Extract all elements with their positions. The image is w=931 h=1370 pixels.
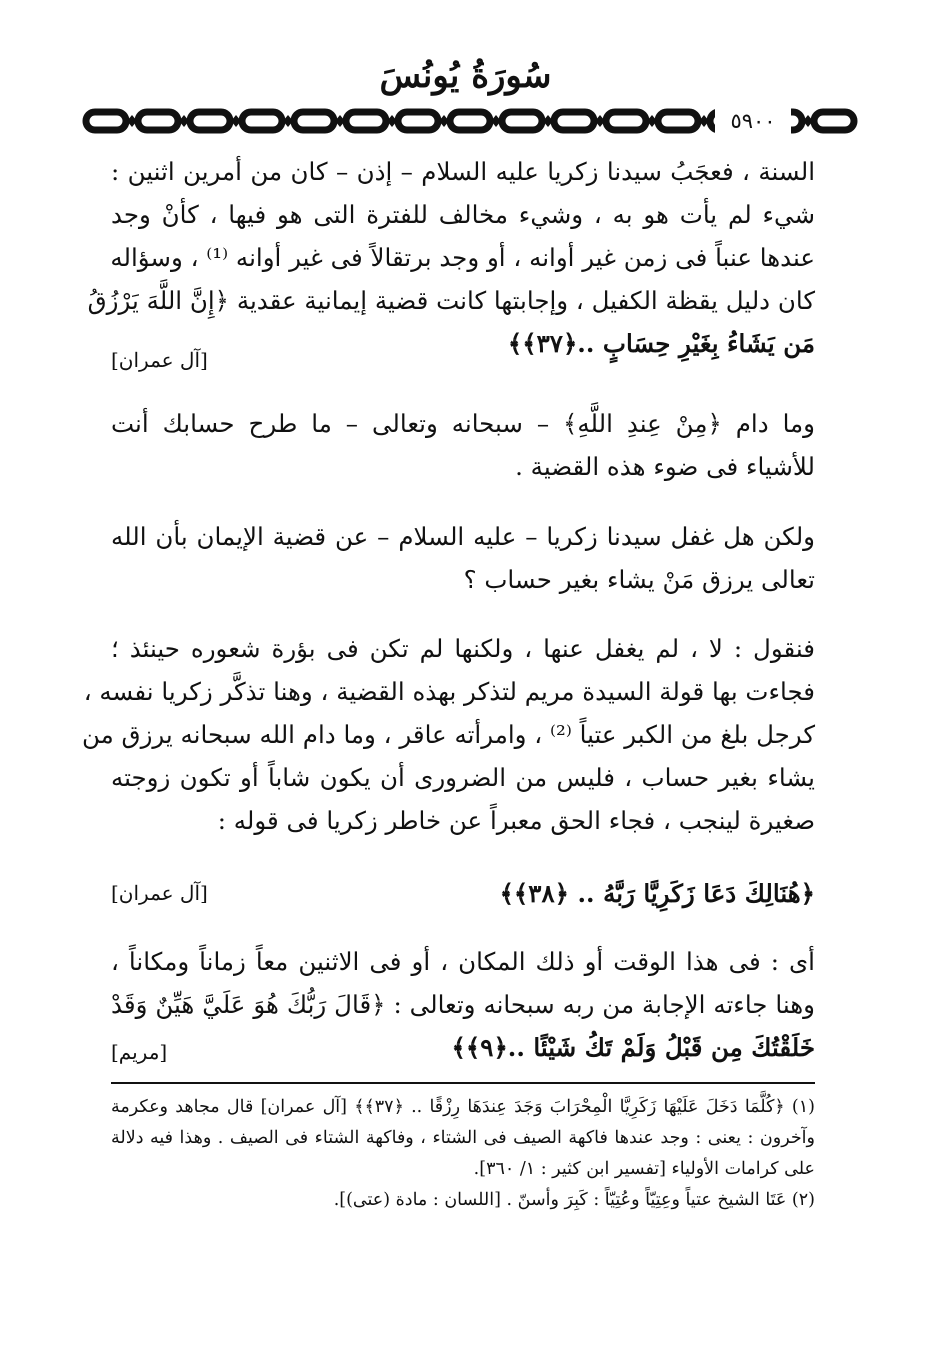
quran-verse-line: خَلَقْتُكَ مِن قَبْلُ وَلَمْ تَكُ شَيْئًا ..﴿٩﴾﴾: [451, 1033, 815, 1062]
text-line: شيء لم يأت هو به ، وشيء مخالف للفترة التى هو فيها ، كأنْ وجد: [111, 200, 815, 229]
text-line: عندها عنباً فى زمن غير أوانه ، أو وجد برتقالاً فى غير أوانه ⁽¹⁾ ، وسؤاله: [110, 243, 815, 272]
footnote-separator: [111, 1082, 815, 1084]
footnote-line: على كرامات الأولياء [تفسير ابن كثير : ١/ ٣٦٠].: [473, 1159, 815, 1179]
quran-verse-block: [111, 872, 815, 915]
surah-title: سُورَةُ يُونُسَ: [379, 56, 552, 96]
text-line: تعالى يرزق مَنْ يشاء بغير حساب ؟: [463, 565, 815, 594]
footnotes: [111, 1092, 815, 1216]
chain-link: [242, 112, 282, 130]
text-line: كرجل بلغ من الكبر عتياً ⁽²⁾ ، وامرأته عاقر ، وما دام الله سبحانه يرزق من: [82, 720, 815, 749]
chain-link: [814, 112, 854, 130]
chain-link: [658, 112, 698, 130]
text-line: أى : فى هذا الوقت أو ذلك المكان ، أو فى الاثنين معاً زماناً ومكاناً ،: [111, 947, 815, 976]
text-line: يشاء بغير حساب ، فليس من الضرورى أن يكون شاباً أو تكون زوجته: [111, 763, 815, 792]
text-line-with-verse: كان دليل يقظة الكفيل ، وإجابتها كانت قضية إيمانية عقدية ﴿إِنَّ اللَّهَ يَرْزُقُ: [87, 286, 815, 315]
text-line-with-verse: وهنا جاءته الإجابة من ربه سبحانه وتعالى : ﴿قَالَ رَبُّكَ هُوَ عَلَيَّ هَيِّنٌ وَقَدْ: [111, 990, 815, 1019]
chain-link: [554, 112, 594, 130]
surah-reference: [آل عمران]: [111, 348, 208, 372]
text-line: فنقول : لا ، لم يغفل عنها ، ولكنها لم تكن فى بؤرة شعوره حينئذ ؛: [111, 634, 815, 663]
chain-link: [86, 112, 126, 130]
chain-link: [190, 112, 230, 130]
text-line: للأشياء فى ضوء هذه القضية .: [515, 452, 815, 481]
surah-reference: [آل عمران]: [111, 881, 208, 905]
chain-link: [346, 112, 386, 130]
quran-verse-line: مَن يَشَاءُ بِغَيْرِ حِسَابٍ ..﴿٣٧﴾﴾: [507, 329, 815, 358]
footnote-line: وآخرون : يعنى : وجد عندها فاكهة الصيف فى الشتاء ، وفاكهة الشتاء فى الصيف . وهذا فيه دلالة: [111, 1128, 815, 1148]
quran-verse-line: ﴿هُنَالِكَ دَعَا زَكَرِيَّا رَبَّهُ .. ﴿٣٨﴾﴾: [499, 879, 815, 908]
page-number: ٥٩٠٠: [715, 105, 791, 137]
text-line: السنة ، فعجَبُ سيدنا زكريا عليه السلام – إذن – كان من أمرين اثنين :: [111, 157, 815, 186]
chain-link: [502, 112, 542, 130]
chain-link: [294, 112, 334, 130]
paragraph-5: [111, 940, 815, 1069]
paragraph-1: [87, 150, 815, 365]
chain-link: [450, 112, 490, 130]
paragraph-3: [111, 515, 815, 601]
text-line: وما دام ﴿مِنْ عِندِ اللَّهِ﴾ – سبحانه وتعالى – ما طرح حسابك أنت: [111, 409, 815, 438]
text-line: صغيرة لينجب ، فجاء الحق معبراً عن خاطر زكريا فى قوله :: [217, 806, 815, 835]
paragraph-4: [82, 627, 815, 842]
footnote-line: (٢) عَتَا الشيخ عتياً وعِتِيّاً وعُتِيّاً : كَبِرَ وأسنّ . [اللسان : مادة (عتى)].: [333, 1190, 815, 1210]
chain-link: [138, 112, 178, 130]
paragraph-2: [111, 402, 815, 488]
chain-link: [398, 112, 438, 130]
surah-reference: [مريم]: [111, 1040, 168, 1064]
text-line: ولكن هل غفل سيدنا زكريا – عليه السلام – عن قضية الإيمان بأن الله: [111, 522, 815, 551]
chain-link: [606, 112, 646, 130]
footnote-line: (١) ﴿كُلَّمَا دَخَلَ عَلَيْهَا زَكَرِيَّا الْمِحْرَابَ وَجَدَ عِندَهَا رِزْقًا .. ﴿٣٧﴾﴾ [آل عمران] قال مجاهد وعكرمة: [111, 1097, 815, 1117]
text-line: فجاءت بها قولة السيدة مريم لتذكر بهذه القضية ، وهنا تذكَّر زكريا نفسه ،: [83, 677, 815, 706]
